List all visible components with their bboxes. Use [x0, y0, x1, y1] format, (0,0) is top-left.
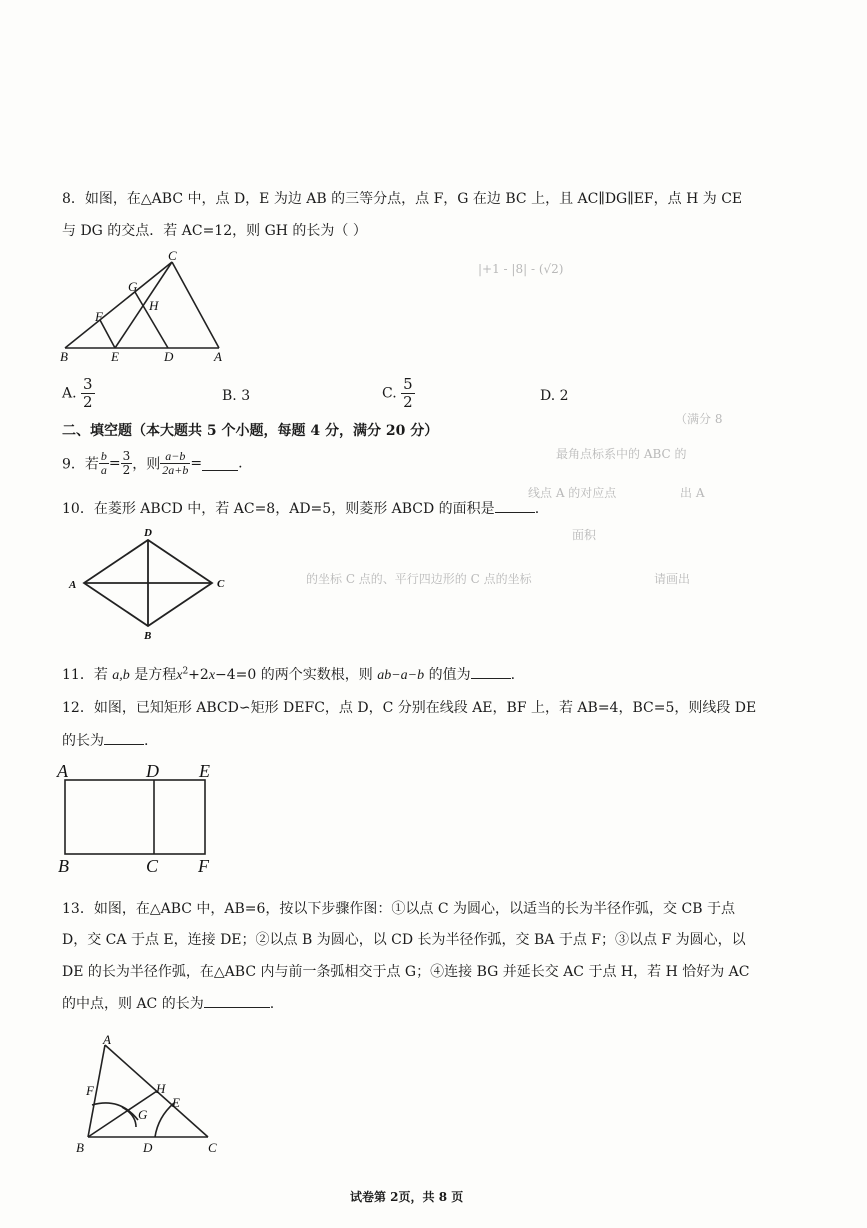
q9-f2-den: 2: [122, 463, 131, 477]
q12-rectangles-figure: [55, 760, 225, 875]
q8-label-d: D: [164, 349, 174, 364]
q11-exponent: 2: [182, 666, 189, 677]
bleed-text-2: （满分 8: [675, 412, 723, 426]
q9-f1-num: b: [100, 449, 107, 463]
q12-line-1: 12．如图，已知矩形 ABCD∽矩形 DEFC，点 D，C 分别在线段 AE，BF 上，若 AB=4，BC=5，则线段 DE: [62, 700, 757, 716]
q8-option-b: B. 3: [222, 388, 251, 404]
q8-option-c-fraction: [401, 376, 415, 411]
q9-f3-den: 2a+b: [162, 463, 189, 477]
q13-label-b: B: [76, 1140, 84, 1155]
q8-label-a: A: [214, 349, 222, 364]
bleed-text-4: 出 A: [680, 486, 705, 500]
q12-label-e: E: [199, 761, 210, 781]
q13-label-h: H: [156, 1081, 166, 1096]
q10-text: 10．在菱形 ABCD 中，若 AC=8，AD=5，则菱形 ABCD 的面积是: [62, 501, 495, 517]
q8-option-a: [62, 376, 95, 411]
q8-line-2: 与 DG 的交点．若 AC=12，则 GH 的长为（ ）: [62, 223, 367, 239]
q11-mid2: +2: [188, 667, 209, 683]
q9-f2-num: 3: [122, 449, 131, 463]
q10-label-b: B: [144, 630, 152, 642]
q13-label-e: E: [172, 1095, 180, 1110]
section-2-heading: 二、填空题（本大题共 5 个小题，每题 4 分，满分 20 分）: [62, 423, 439, 439]
q10-line: [62, 498, 539, 518]
q9-answer-blank[interactable]: [202, 456, 238, 471]
q13-label-d: D: [143, 1140, 153, 1155]
q10-rhombus-figure: [64, 525, 239, 643]
q10-label-c: C: [217, 578, 225, 590]
q12-label-f: F: [198, 856, 209, 875]
q11-post: 的值为: [424, 667, 471, 683]
q12-line-2: [62, 730, 148, 750]
q12-answer-blank[interactable]: [104, 730, 144, 745]
q10-label-a: A: [69, 579, 77, 591]
q12-label-a: A: [57, 761, 68, 781]
q13-line-4: [62, 993, 274, 1013]
page-footer: 试卷第 2页，共 8 页: [350, 1190, 464, 1204]
q10-end: .: [534, 501, 540, 517]
q8-option-d: D. 2: [540, 388, 569, 404]
q8-label-h: H: [149, 298, 159, 313]
q12-label-b: B: [58, 856, 69, 875]
q9-end: .: [238, 455, 243, 472]
q8-label-b: B: [60, 349, 68, 364]
q8-option-c: [382, 376, 415, 411]
q11-end: .: [510, 667, 516, 683]
q13-label-f: F: [86, 1083, 94, 1098]
q13-line-4-text: 的中点，则 AC 的长为: [62, 996, 204, 1012]
q8-label-e: E: [111, 349, 119, 364]
bleed-text-7: 的坐标 C 点的、平行四边形的 C 点的坐标: [306, 572, 532, 586]
q9-line: [62, 450, 243, 477]
q8-option-a-fraction: [81, 376, 95, 411]
q8-option-a-prefix: A.: [62, 385, 77, 402]
q11-expression: ab−a−b: [377, 668, 425, 683]
q9-fraction-expression: [160, 450, 190, 477]
q8-label-f: F: [95, 309, 103, 324]
q11-answer-blank[interactable]: [471, 664, 511, 679]
q13-line-1: 13．如图，在△ABC 中，AB=6，按以下步骤作图：①以点 C 为圆心，以适当的长为半径作弧，交 CB 于点: [62, 901, 735, 917]
q11-pre: 11．若: [62, 667, 113, 683]
q9-fraction-b-over-a: [99, 450, 109, 477]
q8-option-a-num: 3: [83, 375, 93, 393]
q11-x1: x: [176, 668, 183, 683]
q11-line: [62, 664, 515, 684]
q9-prefix: 9．若: [62, 456, 99, 473]
q8-label-c: C: [168, 250, 177, 263]
q10-label-d: D: [144, 527, 152, 539]
q12-label-c: C: [146, 856, 159, 875]
q12-end: .: [144, 733, 149, 749]
q13-label-g: G: [138, 1107, 148, 1122]
bleed-text-5: 线点 A 的对应点: [528, 486, 617, 500]
q11-mid3: −4=0 的两个实数根，则: [215, 667, 378, 683]
bleed-text-6: 面积: [572, 528, 597, 542]
q11-mid: 是方程: [129, 667, 177, 683]
q13-answer-blank[interactable]: [204, 993, 270, 1008]
q12-line-2-text: 的长为: [62, 733, 104, 749]
q13-construction-figure: [70, 1035, 230, 1160]
q9-mid: ，则: [132, 456, 161, 473]
q8-triangle-figure: [55, 250, 240, 365]
q13-label-a: A: [103, 1035, 111, 1047]
q8-option-a-den: 2: [83, 393, 93, 411]
q13-line-3: DE 的长为半径作弧，在△ABC 内与前一条弧相交于点 G；④连接 BG 并延长交 AC 于点 H，若 H 恰好为 AC: [62, 964, 750, 980]
q8-option-c-num: 5: [403, 375, 413, 393]
bleed-text-1: |+1 - |8| - (√2): [478, 262, 564, 276]
q12-label-d: D: [146, 761, 159, 781]
q13-line-2: D，交 CA 于点 E，连接 DE；②以点 B 为圆心，以 CD 长为半径作弧，交 BA 于点 F；③以点 F 为圆心，以: [62, 932, 746, 948]
q8-option-c-den: 2: [403, 393, 413, 411]
q8-option-c-prefix: C.: [382, 385, 397, 402]
q13-label-c: C: [208, 1140, 217, 1155]
bleed-text-3: 最角点标系中的 ABC 的: [556, 447, 687, 461]
q9-fraction-3-over-2: [121, 450, 133, 477]
q9-suffix: =: [190, 455, 203, 472]
q9-equals: =: [108, 455, 121, 472]
q11-ab: a,b: [112, 668, 130, 683]
q11-x2: x: [208, 668, 216, 683]
q8-label-g: G: [128, 279, 138, 294]
q8-line-1: 8．如图，在△ABC 中，点 D，E 为边 AB 的三等分点，点 F，G 在边 BC 上，且 AC∥DG∥EF，点 H 为 CE: [62, 191, 743, 207]
q9-f1-den: a: [100, 463, 107, 477]
q9-f3-num: a−b: [160, 450, 190, 464]
bleed-text-8: 请画出: [654, 572, 691, 586]
q13-end: .: [269, 996, 275, 1012]
